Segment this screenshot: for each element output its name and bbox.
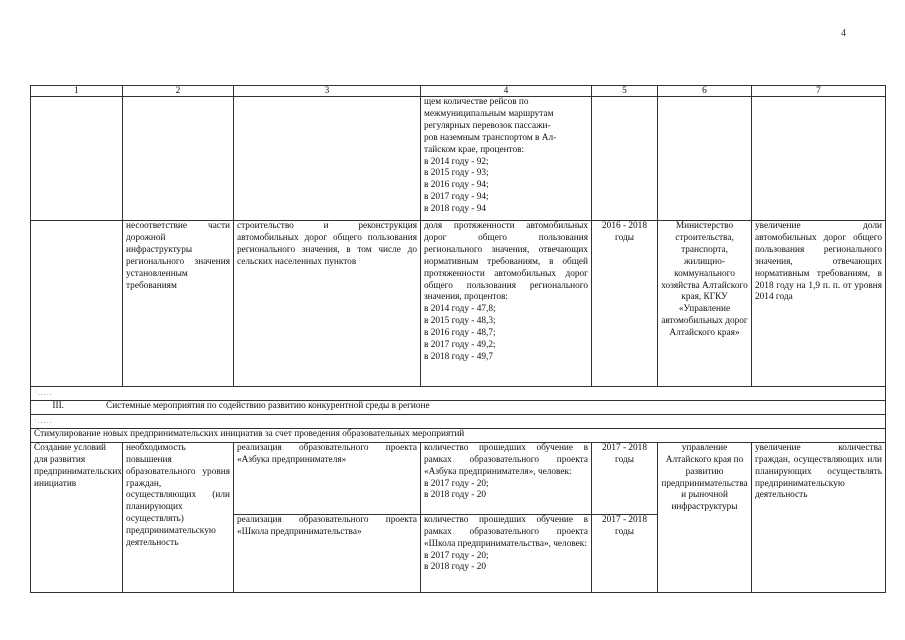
section-number: III. [52,400,64,411]
measure-cell: строительство и реконструкция автомобильных дорог общего пользования регионального значения, в том числе до сельских населенных пунктов [234,221,421,387]
column-number: 3 [234,86,421,97]
column-number: 4 [421,86,592,97]
column-number: 1 [31,86,123,97]
column-number-row [31,86,886,97]
executor-cell: Министерство строительства, транспорта, жилищно-коммунального хозяйства Алтайского края, КГКУ «Управление автомобильных дорог Алтайского края» [658,221,752,387]
indicator-line: в 2015 году - 93; [424,168,489,179]
column-number: 2 [123,86,234,97]
indicator-year: в 2017 году - 49,2; [424,340,496,351]
indicator-year: в 2014 году - 47,8; [424,304,496,315]
scan-mark: ·..... [34,388,53,397]
table-row [31,442,886,514]
indicator-line: ров наземным транспортом в Ал- [424,132,557,143]
indicator-year: в 2015 году - 48,3; [424,316,496,327]
table-row [31,97,886,221]
scan-mark: ·..... [34,415,53,425]
column-number: 7 [752,86,886,97]
subsection-row [31,428,886,442]
indicator-line: межмуниципальным маршрутам [424,108,554,119]
indicator-year: в 2018 году - 20 [424,562,487,573]
indicator-cell [421,221,592,387]
indicator-year: в 2017 году - 20; [424,478,489,489]
indicator-text: количество прошедших обучение в рамках образовательного проекта «Школа предпринимательства», человек: [424,514,588,549]
indicator-line: тайском крае, процентов: [424,144,525,155]
indicator-line: в 2016 году - 94; [424,180,489,191]
measure-cell: реализация образовательного проекта «Школа предпринимательства» [234,514,421,592]
indicator-line: в 2017 году - 94; [424,192,489,203]
indicator-cell [421,442,592,514]
subsection-title: Стимулирование новых предпринимательских инициатив за счет проведения образовательных мероприятий [31,428,886,442]
measures-table [30,85,886,593]
goal-cell: Создание условий для развития предпринимательских инициатив [31,442,123,592]
section-row [31,400,886,414]
column-number: 6 [658,86,752,97]
scan-mark-row [31,414,886,428]
indicator-cell [421,514,592,592]
column-number: 5 [592,86,658,97]
period-cell: 2017 - 2018 годы [592,514,658,592]
indicator-year: в 2017 году - 20; [424,550,489,561]
period-cell: 2017 - 2018 годы [592,442,658,514]
problem-cell: несоответствие части дорожной инфраструктуры регионального значения установленным требованиям [123,221,234,387]
indicator-year: в 2018 году - 49,7 [424,351,493,362]
measure-cell: реализация образовательного проекта «Азбука предпринимателя» [234,442,421,514]
result-cell: увеличение количества граждан, осуществляющих или планирующих осуществлять предпринимательскую деятельность [752,442,886,592]
indicator-year: в 2016 году - 48,7; [424,328,496,339]
period-cell: 2016 - 2018 годы [592,221,658,387]
table-row [31,221,886,387]
indicator-year: в 2018 году - 20 [424,490,487,501]
indicator-line: щем количестве рейсов по [424,97,529,107]
result-cell: увеличение доли автомобильных дорог общего пользования регионального значения, отвечающих нормативным требованиям, в 2018 году на 1,9 п. п. от уровня 2014 года [752,221,886,387]
page-number: 4 [841,28,846,39]
executor-cell: управление Алтайского края по развитию предпринимательства и рыночной инфраструктуры [658,442,752,592]
indicator-line: регулярных перевозок пассажи- [424,120,551,131]
indicator-line: в 2018 году - 94 [424,204,487,215]
indicator-cell [421,97,592,221]
scan-mark-row [31,387,886,401]
indicator-line: в 2014 году - 92; [424,156,489,167]
problem-cell: необходимость повышения образовательного уровня граждан, осуществляющих (или планирующих осуществлять) предпринимательскую деятельность [123,442,234,592]
section-title: Системные мероприятия по содействию развитию конкурентной среды в регионе [106,400,430,411]
indicator-text: доля протяженности автомобильных дорог общего пользования регионального значения, отвечающих нормативным требованиям, в общей протяженности автомобильных дорог общего пользования регионального значения, процентов: [424,221,588,303]
indicator-text: количество прошедших обучение в рамках образовательного проекта «Азбука предпринимателя», человек: [424,442,588,477]
